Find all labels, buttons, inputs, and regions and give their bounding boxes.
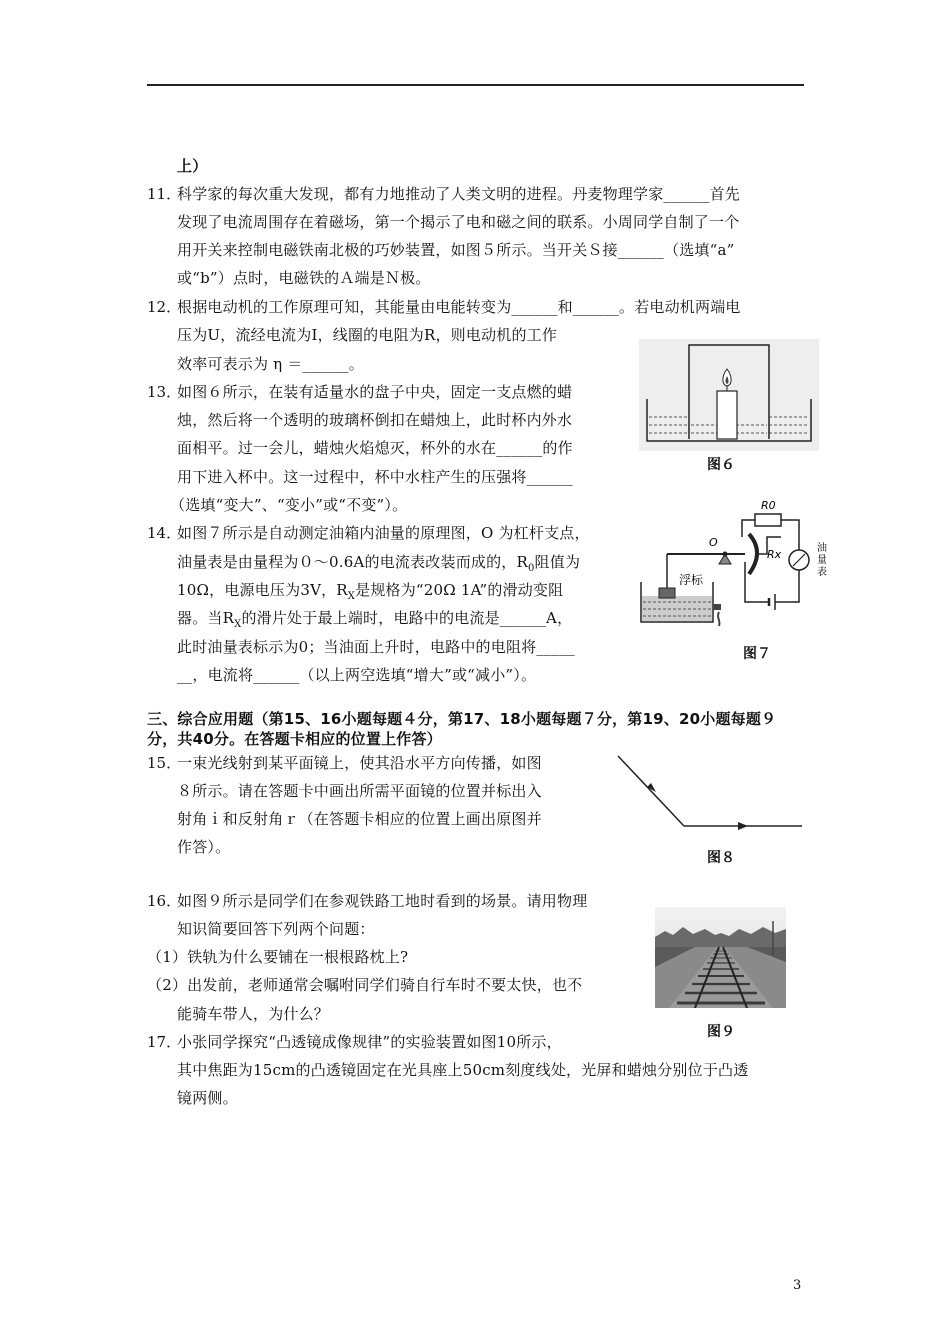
figure-8-caption: 图８ [707,850,735,866]
q14-line-a: 如图７所示是自动测定油箱内油量的原理图，O 为杠杆支点， [177,524,590,542]
q15-line-c: 射角ｉ和反射角ｒ（在答题卡相应的位置上画出原图并 [177,810,542,828]
q17-line-c: 镜两侧。 [177,1089,238,1107]
q13-line-d: 用下进入杯中。这一过程中，杯中水柱产生的压强将______ [177,468,573,486]
q16-line-c: （1）铁轨为什么要铺在一根根路枕上? [147,948,409,966]
label-meter-3: 表 [817,567,827,578]
q12-line-a: 根据电动机的工作原理可知，其能量由电能转变为______和______。若电动机两端电 [177,298,741,316]
q14-number: 14． [147,524,182,542]
q15-line-a: 一束光线射到某平面镜上，使其沿水平方向传播，如图 [177,754,542,772]
q11-line-a: 科学家的每次重大发现，都有力地推动了人类文明的进程。丹麦物理学家______首先 [177,185,741,203]
q16-line-b: 知识简要回答下列两个问题： [177,920,375,938]
label-o: O [709,536,718,549]
q17-number: 17． [147,1033,182,1051]
q11-line-d: 或“b”）点时，电磁铁的Ａ端是Ｎ极。 [177,269,431,287]
q16-number: 16． [147,892,182,910]
q17-line-b: 其中焦距为15cm的凸透镜固定在光具座上50cm刻度线处，光屏和蜡烛分别位于凸透 [177,1061,749,1079]
q11-number: 11． [147,185,182,203]
label-meter-2: 量 [817,555,827,566]
header-rule [147,84,804,86]
figure-9-railway-photo [655,907,786,1008]
q12-number: 12． [147,298,182,316]
figure-6-caption: 图６ [707,457,735,473]
q13-number: 13． [147,383,182,401]
q16-line-d: （2）出发前，老师通常会嘱咐同学们骑自行车时不要太快，也不 [147,976,583,994]
figure-7-oil-gauge-circuit [637,492,832,632]
q13-line-c: 面相平。过一会儿，蜡烛火焰熄灭，杯外的水在______的作 [177,439,573,457]
section3-heading-a: 三、综合应用题（第15、16小题每题４分，第17、18小题每题７分，第19、20小题每题９ [147,710,777,728]
page-number: 3 [793,1278,802,1293]
label-r0: R0 [761,499,776,512]
q13-line-b: 烛，然后将一个透明的玻璃杯倒扣在蜡烛上，此时杯内外水 [177,411,573,429]
q14-line-d: 器。当$R_X$的滑片处于最上端时，电路中的电流是______A， [177,609,573,630]
q15-line-b: ８所示。请在答题卡中画出所需平面镜的位置并标出入 [177,782,542,800]
q11-line-b: 发现了电流周围存在着磁场，第一个揭示了电和磁之间的联系。小周同学自制了一个 [177,213,740,231]
figure-8-light-ray [612,752,806,832]
q17-line-a: 小张同学探究“凸透镜成像规律”的实验装置如图10所示， [177,1033,562,1051]
q15-number: 15． [147,754,182,772]
q14-line-f: __，电流将______（以上两空选填“增大”或“减小”）。 [177,666,537,684]
q13-line-a: 如图６所示，在装有适量水的盘子中央，固定一支点燃的蜡 [177,383,573,401]
q13-line-e: （选填“变大”、“变小”或“不变”）。 [170,496,408,514]
label-float: 浮标 [679,573,704,587]
q16-line-e: 能骑车带人，为什么？ [177,1005,330,1023]
r0-resistor [755,514,781,526]
q16-line-a: 如图９所示是同学们在参观铁路工地时看到的场景。请用物理 [177,892,588,910]
q15-line-d: 作答）。 [177,838,231,856]
section3-heading-b: 分，共40分。在答题卡相应的位置上作答） [147,730,442,748]
q14-line-b: 油量表是由量程为０～0.6A的电流表改装而成的，$R_0$阻值为 [177,553,581,574]
q12-line-b: 压为U，流经电流为I，线圈的电阻为R，则电动机的工作 [177,326,558,344]
continuation-text: 上） [177,157,208,175]
label-rx: Rx [767,548,782,561]
label-meter-1: 油 [817,543,827,554]
figure-7-caption: 图７ [743,646,771,662]
figure-9-caption: 图９ [707,1024,735,1040]
figure-6-candle-glass [639,339,819,451]
q12-line-c: 效率可表示为 η ＝______。 [177,355,364,373]
q14-line-e: 此时油量表标示为0；当油面上升时，电路中的电阻将_____ [177,638,575,656]
q11-line-c: 用开关来控制电磁铁南北极的巧妙装置，如图５所示。当开关Ｓ接______（选填“a” [177,241,735,259]
q14-line-c: 10Ω，电源电压为3V，$R_X$是规格为“20Ω 1A”的滑动变阻 [177,581,564,602]
